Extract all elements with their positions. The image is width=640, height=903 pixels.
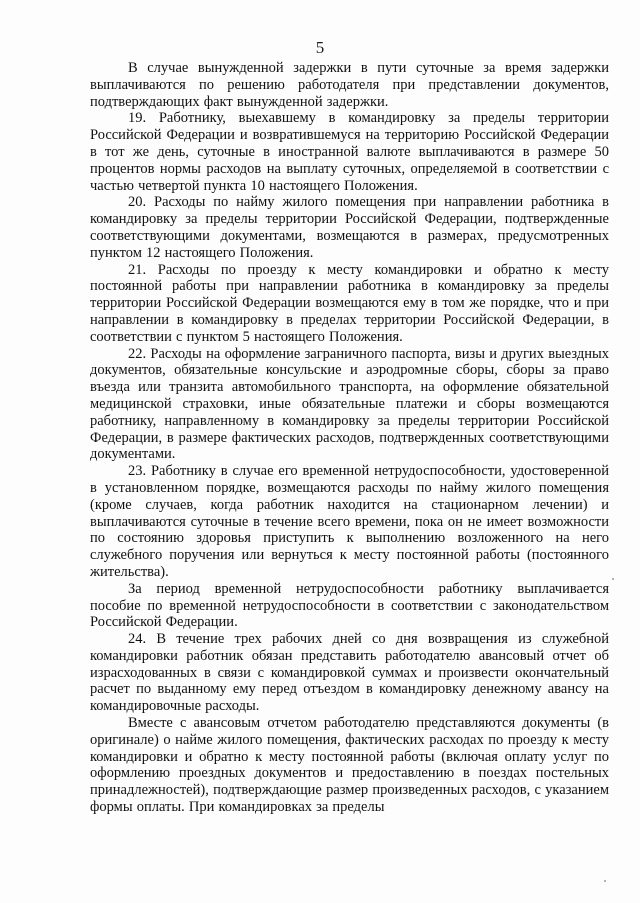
scan-speck	[612, 578, 614, 580]
paragraph-22: 22. Расходы на оформление заграничного паспорта, визы и других выездных документов, обязательные консульские и аэродромные сборы, сборы за право въезда или транзита автомобильного транспорта, на оформление обязательной медицинской страховки, иные обязательные платежи и сборы возмещаются работнику, направленному в командировку за пределы территории Российской Федерации, в размере фактических расходов, подтвержденных соответствующими документами.	[90, 345, 609, 463]
paragraph-23: 23. Работнику в случае его временной нетрудоспособности, удостоверенной в установленном порядке, возмещаются расходы по найму жилого помещения (кроме случаев, когда работник находится на стационарном лечении) и выплачиваются суточные в течение всего времени, пока он не имеет возможности по состоянию здоровья приступить к выполнению возложенного на него служебного поручения или вернуться к месту постоянной работы (постоянного жительства).	[90, 463, 609, 580]
paragraph-20: 20. Расходы по найму жилого помещения при направлении работника в командировку за пределы территории Российской Федерации, подтвержденные соответствующими документами, возмещаются в размерах, предусмотренных пунктом 12 настоящего Положения.	[90, 194, 609, 261]
paragraph-24: 24. В течение трех рабочих дней со дня возвращения из служебной командировки работник обязан представить работодателю авансовый отчет об израсходованных в связи с командировкой суммах и произвести окончательный расчет по выданному ему перед отъездом в командировку денежному авансу на командировочные расходы.	[90, 631, 609, 715]
paragraph-21: 21. Расходы по проезду к месту командировки и обратно к месту постоянной работы при направлении работника в командировку за пределы территории Российской Федерации возмещаются ему в том же порядке, что и при направлении в командировку в пределах территории Российской Федерации, в соответствии с пунктом 5 настоящего Положения.	[90, 261, 609, 345]
paragraph-24-continued: Вместе с авансовым отчетом работодателю представляются документы (в оригинале) о найме жилого помещения, фактических расходах по проезду к месту командировки и обратно к месту постоянной работы (включая оплату услуг по оформлению проездных документов и предоставлению в поездах постельных принадлежностей), подтверждающие размер произведенных расходов, с указанием формы оплаты. При командировках за пределы	[90, 715, 609, 816]
paragraph-forced-delay: В случае вынужденной задержки в пути суточные за время задержки выплачиваются по решению работодателя при представлении документов, подтверждающих факт вынужденной задержки.	[90, 60, 609, 110]
paragraph-23-continued: За период временной нетрудоспособности работнику выплачивается пособие по временной нетрудоспособности в соответствии с законодательством Российской Федерации.	[90, 580, 609, 631]
page-number: 5	[315, 38, 325, 57]
scan-speck	[604, 880, 606, 882]
paragraph-19: 19. Работнику, выехавшему в командировку за пределы территории Российской Федерации и возвратившемуся на территорию Российской Федерации в тот же день, суточные в иностранной валюте выплачиваются в размере 50 процентов нормы расходов на выплату суточных, определяемой в соответствии с частью четвертой пункта 10 настоящего Положения.	[90, 110, 609, 194]
document-body	[90, 60, 609, 816]
